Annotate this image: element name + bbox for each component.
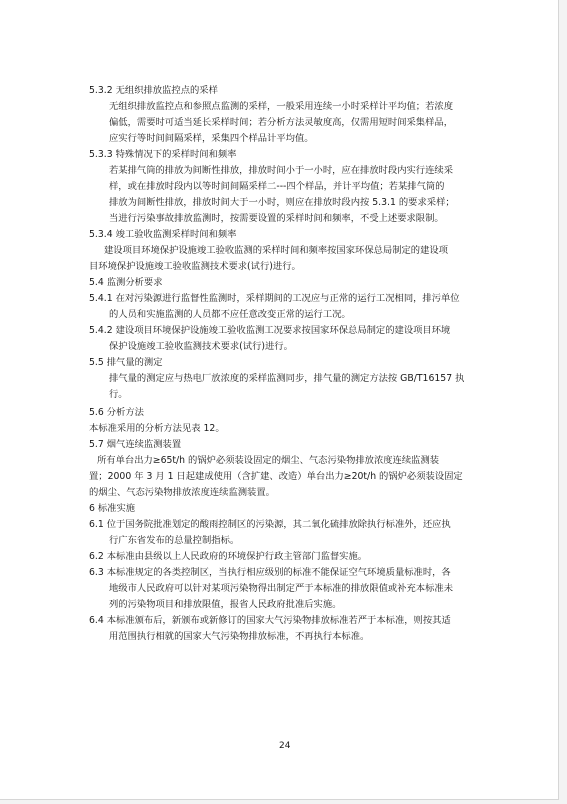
text-line: 本标准采用的分析方法见表 12。 [89,423,225,434]
text-line: 排放为间断性排放，排放时间大于一小时，则应在排放时段内按 5.3.1 的要求采样； [109,197,455,208]
clause-6-1: 6.1 位于国务院批准划定的酸雨控制区的污染源，其二氧化硫排放除执行标准外，还应执 [89,519,451,530]
text-line: 应实行等时间间隔采样，采集四个样品计平均值。 [109,133,314,144]
text-line: 用范围执行相就的国家大气污染物排放标准，不再执行本标准。 [109,631,370,642]
text-line: 地级市人民政府可以针对某项污染物得出制定严于本标准的排放限值或补充本标准未 [109,583,453,594]
text-line: 排气量的测定应与热电厂放浓度的采样监测同步，排气量的测定方法按 GB/T16157 执 [109,373,465,384]
text-line: 当进行污染事故排放监测时，按需要设置的采样时间和频率，不受上述要求限制。 [109,213,444,224]
text-line: 行广东省发布的总量控制指标。 [109,535,240,546]
heading-5-7: 5.7 烟气连续监测装置 [89,439,182,450]
text-line: 偏低，需要时可适当延长采样时间；若分析方法灵敏度高，仅需用短时间采集样品， [109,117,453,128]
text-line: 样，或在排放时段内以等时间间隔采样二---四个样品，并计平均值；若某排气筒的 [109,181,445,192]
clause-6-2: 6.2 本标准由县级以上人民政府的环境保护行政主管部门监督实施。 [89,551,368,562]
text-line: 建设项目环境保护设施竣工验收监测的采样时间和频率按国家环保总局制定的建设项 [104,245,448,256]
heading-5-3-3: 5.3.3 特殊情况下的采样时间和频率 [89,149,237,160]
text-line: 的人员和实施监测的人员都不应任意改变正常的运行工况。 [109,309,351,320]
heading-5-3-4: 5.3.4 竣工验收监测采样时间和频率 [89,229,237,240]
clause-6-4: 6.4 本标准颁布后，新颁布或新修订的国家大气污染物排放标准若严于本标准，则按其适 [89,615,451,626]
text-line: 行。 [109,389,128,400]
text-line: 的烟尘、气态污染物排放浓度连续监测装置。 [89,487,275,498]
heading-5-5: 5.5 排气量的测定 [89,357,163,368]
text-line: 无组织排放监控点和参照点监测的采样，一般采用连续一小时采样计平均值；若浓度 [109,101,453,112]
text-line: 目环境保护设施竣工验收监测技术要求(试行)进行。 [89,261,301,272]
clause-5-4-1: 5.4.1 在对污染源进行监督性监测时，采样期间的工况应与正常的运行工况相同，排污单位 [89,293,460,304]
text-line: 保护设施竣工验收监测技术要求(试行)进行。 [109,341,293,352]
page-number: 24 [279,741,291,751]
clause-5-4-2: 5.4.2 建设项目环境保护设施竣工验收监测工况要求按国家环保总局制定的建设项目环境 [89,325,451,336]
heading-5-6: 5.6 分析方法 [89,407,144,418]
text-line: 所有单台出力≥65t/h 的锅炉必须装设固定的烟尘、气态污染物排放浓度连续监测装 [97,455,440,466]
heading-6: 6 标准实施 [89,503,136,514]
heading-5-4: 5.4 监测分析要求 [89,277,163,288]
text-line: 若某排气筒的排放为间断性排放，排放时间小于一小时，应在排放时段内实行连续采 [109,165,453,176]
clause-6-3: 6.3 本标准规定的各类控制区，当执行相应级别的标准不能保证空气环境质量标准时，各 [89,567,451,578]
text-line: 列的污染物项目和排放限值，报省人民政府批准后实施。 [109,599,342,610]
text-line: 置；2000 年 3 月 1 日起建成使用（含扩建、改造）单台出力≥20t/h 的锅炉必须装设固定 [89,471,463,482]
heading-5-3-2: 5.3.2 无组织排放监控点的采样 [89,85,218,96]
